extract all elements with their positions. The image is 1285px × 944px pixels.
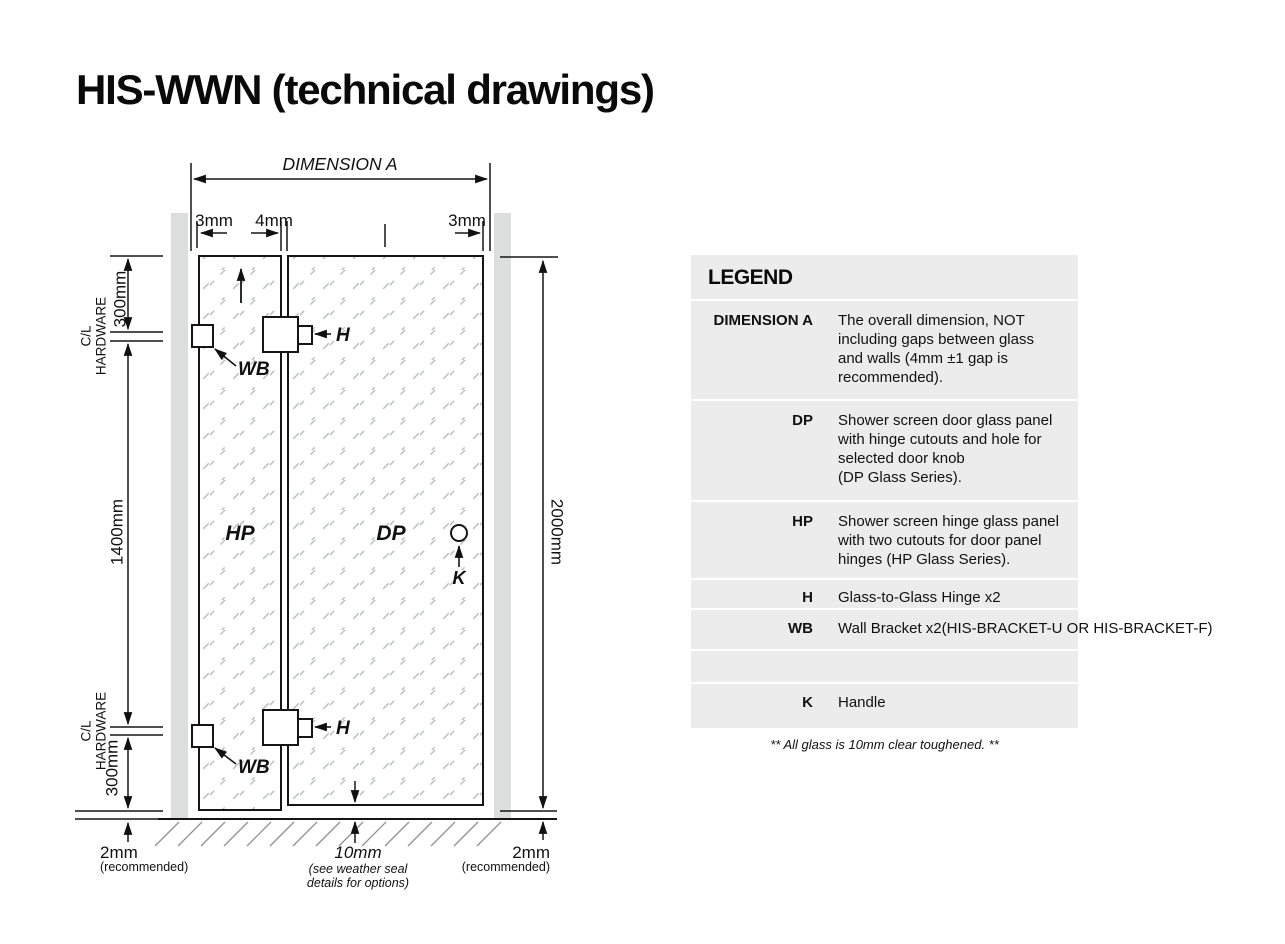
legend-desc — [838, 512, 1059, 578]
legend-desc-line: including gaps between glass — [838, 331, 1034, 348]
hinge-bottom-tab — [298, 719, 312, 737]
hp-label: HP — [225, 522, 255, 545]
wb-top-label: WB — [238, 359, 270, 380]
legend-term: DP — [792, 412, 813, 429]
gap-right-label: 3mm — [448, 211, 486, 230]
legend-row-dp — [691, 399, 1078, 500]
seal-note-line2: details for options) — [306, 876, 410, 890]
legend-header — [691, 255, 1078, 299]
legend-desc-line: recommended). — [838, 369, 944, 386]
legend-desc — [838, 693, 886, 728]
legend-row-h — [691, 578, 1078, 608]
hinge-top-tab — [298, 326, 312, 344]
legend-desc-line: The overall dimension, NOT — [838, 312, 1025, 329]
gap-2mm-left-note: (recommended) — [100, 860, 189, 874]
dim-300-bottom-label: 300mm — [102, 739, 122, 797]
legend-footnote: ** All glass is 10mm clear toughened. ** — [770, 737, 999, 752]
legend-row-wb — [691, 608, 1213, 649]
legend-desc — [838, 619, 1213, 649]
legend-title: LEGEND — [708, 266, 793, 289]
legend-desc — [838, 588, 1001, 608]
legend-term: WB — [788, 620, 813, 637]
legend-row-dimension-a — [691, 299, 1078, 399]
wall-bracket-bottom — [192, 725, 213, 747]
handle-knob — [451, 525, 467, 541]
wb-bottom-label: WB — [238, 757, 270, 778]
legend-row-empty — [691, 649, 1078, 682]
gap-10mm-label: 10mm — [334, 843, 382, 862]
legend-term: K — [802, 694, 813, 711]
dim-a-label: DIMENSION A — [282, 154, 398, 174]
wall-bracket-top — [192, 325, 213, 347]
cl-top-label: C/L — [78, 325, 94, 347]
handle-label: K — [452, 568, 466, 588]
legend-term: DIMENSION A — [713, 312, 813, 329]
legend-term: H — [802, 589, 813, 606]
gap-2mm-right-note: (recommended) — [461, 860, 550, 874]
dim-2000-label: 2000mm — [547, 498, 567, 566]
legend-desc-line: Glass-to-Glass Hinge x2 — [838, 589, 1001, 606]
legend-desc — [838, 411, 1052, 500]
dp-label: DP — [376, 522, 406, 545]
h-top-label: H — [336, 325, 350, 346]
floor — [75, 811, 557, 846]
dim-1400-label: 1400mm — [107, 498, 127, 566]
gap-mid-label: 4mm — [255, 211, 293, 230]
seal-note-line1: (see weather seal — [308, 862, 408, 876]
wall-right — [494, 213, 511, 819]
page-title: HIS-WWN (technical drawings) — [76, 66, 654, 113]
legend-panel — [691, 255, 1213, 728]
legend-desc-line: Handle — [838, 694, 886, 711]
hinge-bottom-body — [263, 710, 298, 745]
hinge-top-body — [263, 317, 298, 352]
dimension-a — [191, 154, 490, 251]
hardware-top-label: HARDWARE — [93, 296, 109, 376]
legend-row-hp — [691, 500, 1078, 578]
left-dims — [79, 256, 164, 842]
legend-desc-line: and walls (4mm ±1 gap is — [838, 350, 1008, 367]
wall-left — [171, 213, 188, 819]
gap-left-label: 3mm — [195, 211, 233, 230]
top-gap-dims — [195, 211, 486, 251]
legend-desc-line: Wall Bracket x2(HIS-BRACKET-U OR HIS-BRACKET-F) — [838, 620, 1213, 637]
legend-desc — [838, 311, 1034, 399]
dim-300-top-label: 300mm — [110, 270, 130, 328]
legend-desc-line: Shower screen door glass panel — [838, 412, 1053, 429]
h-bottom-label: H — [336, 718, 350, 739]
legend-row-k — [691, 682, 1078, 728]
legend-desc-line: (DP Glass Series). — [838, 469, 962, 486]
legend-desc-line: with two cutouts for door panel — [838, 532, 1042, 549]
floor-hatch — [155, 822, 501, 846]
gap-2mm-left-label: 2mm — [100, 843, 138, 862]
cl-bottom-label: C/L — [78, 720, 94, 742]
legend-desc-line: with hinge cutouts and hole for — [838, 431, 1042, 448]
legend-desc-line: hinges (HP Glass Series). — [838, 551, 1011, 568]
hardware-bottom-label: HARDWARE — [93, 691, 109, 771]
legend-desc-line: selected door knob — [838, 450, 965, 467]
legend-term: HP — [792, 513, 813, 530]
legend-desc-line: Shower screen hinge glass panel — [838, 513, 1059, 530]
gap-2mm-right-label: 2mm — [512, 843, 550, 862]
